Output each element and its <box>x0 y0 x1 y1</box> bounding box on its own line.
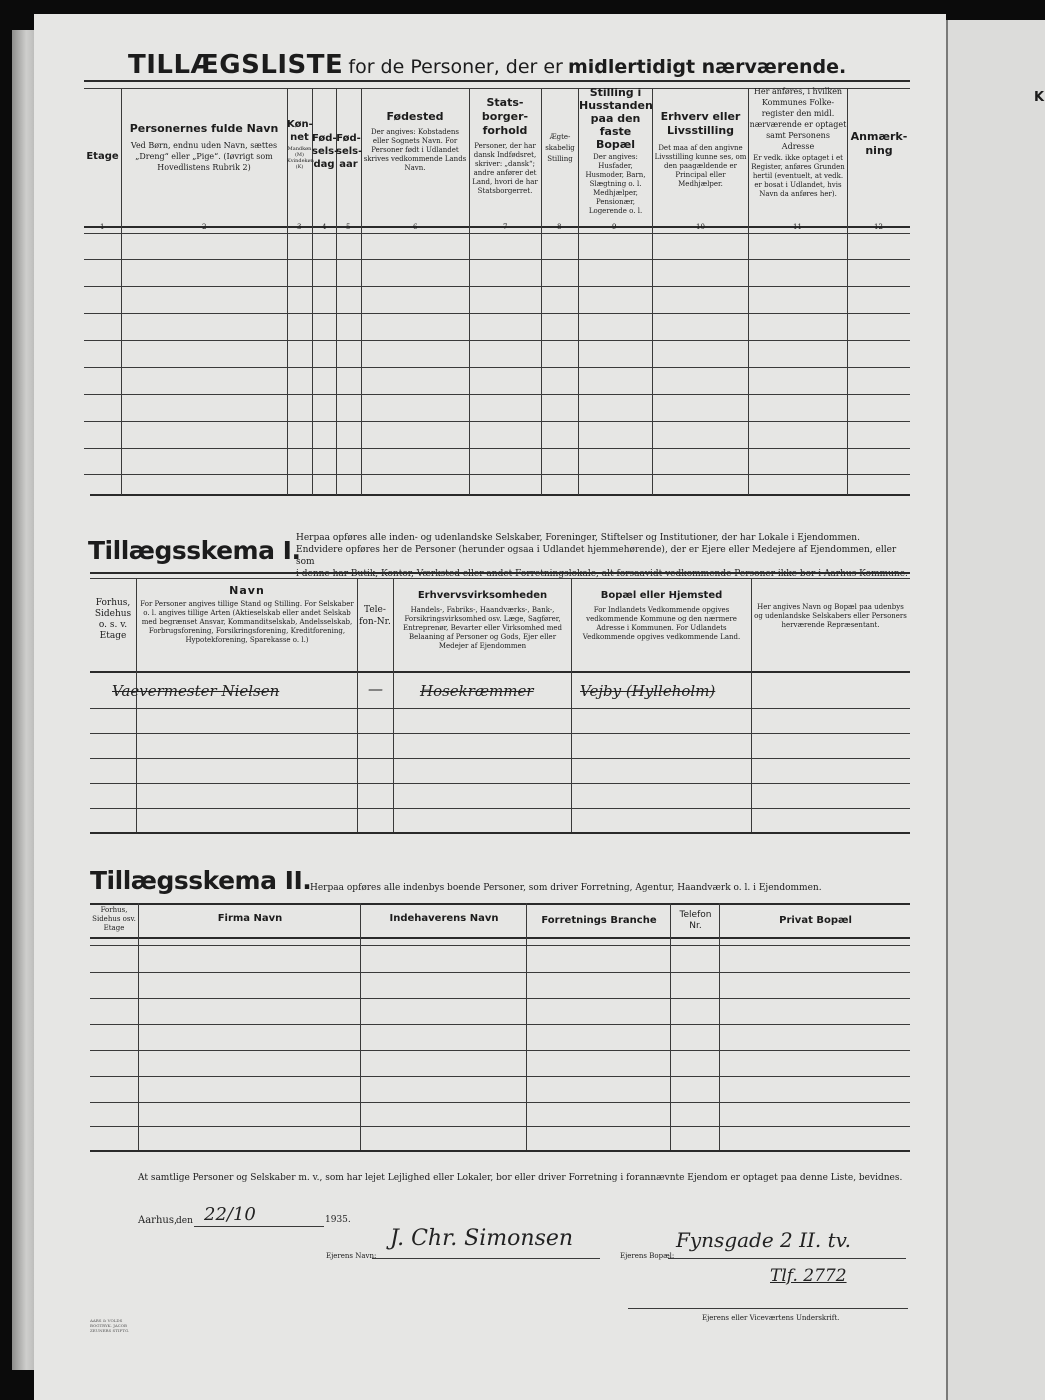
col-fodselsdag-header: Fød-sels-dag <box>312 133 339 170</box>
s2-firma-header: Firma Navn <box>217 913 283 924</box>
s1-erhverv-header: Erhvervsvirksomheden Handels-, Fabriks-, Haandværks-, Bank-, Forsikringsvirksomhed osv. Læge, Sagfører, Entreprenør, Bevarter eller Virksomhed med Belaaning af Personer og Gods, Ejer eller Medejer af Ejendommen <box>402 590 563 650</box>
s1-telefon-header: Tele-fon-Nr. <box>359 605 391 627</box>
s1-navn-header: Navn For Personer angives tillige Stand og Stilling. For Selskaber o. l. angives tillige Arten (Aktieselskab eller andet Selskab med begrænset Ansvar, Kommanditselskab, Andelsselskab, Forbrugsforening, Forsikringsforening, Kreditforening, Hypotekforening, Sparekasse o. l.) <box>140 584 354 644</box>
page-title <box>128 50 846 80</box>
s2-branche-header: Forretnings Branche <box>541 915 657 926</box>
s2-privat-bopael-header: Privat Bopæl <box>779 915 852 926</box>
col-navn-header: Personernes fulde Navn Ved Børn, endnu uden Navn, sættes „Dreng“ eller „Pige“. (Iøvrigt som Hovedlistens Rubrik 2) <box>129 122 279 172</box>
col-number: 2 <box>202 223 207 231</box>
col-anmaerkning-header: Anmærk-ning <box>850 130 908 157</box>
col-number: 12 <box>874 223 883 231</box>
col-number: 1 <box>100 223 105 231</box>
col-number: 6 <box>413 223 418 231</box>
title-bold: midlertidigt nærværende. <box>567 56 847 78</box>
col-fodested-header: Fødested Der angives: Kobstadens eller Sognets Navn. For Personer født i Udlandet skrives vedkommende Lands Navn. <box>363 110 467 172</box>
s1-row-telefon: — <box>368 680 383 698</box>
col-number: 7 <box>503 223 508 231</box>
col-number: 11 <box>793 223 802 231</box>
title-rest: for de Personer, der er <box>348 56 563 78</box>
skema-2-intro: Herpaa opføres alle indenbys boende Personer, som driver Forretning, Agentur, Haandværk o. l. i Ejendommen. <box>310 883 822 893</box>
s2-telefon-header: Telefon Nr. <box>679 910 712 931</box>
form-sheet <box>34 14 946 1400</box>
col-folkeregister-header: Her anføres, i hvilken Kommunes Folke-register den midl. nærværende er optaget samt Personens Adresse Er vedk. ikke optaget i et Register, anføres Grunden hertil (eventuelt, at vedk. er bosat i Udlandet, hvis Navn da anføres her). <box>749 87 847 198</box>
date-handwritten: 22/10 <box>204 1204 256 1225</box>
col-number: 10 <box>696 223 705 231</box>
s1-row-bopael: Vejby (Hylleholm) <box>580 682 716 700</box>
owner-name-handwritten: J. Chr. Simonsen <box>390 1226 574 1251</box>
attest-text: At samtlige Personer og Selskaber m. v., som har lejet Lejlighed eller Lokaler, bor eller driver Forretning i forannævnte Ejendom er optaget paa denne Liste, bevidnes. <box>138 1173 903 1183</box>
s1-repraesentant-header: Her angives Navn og Bopæl paa udenbys og udenlandske Selskabers eller Personers herværende Repræsentant. <box>754 603 907 629</box>
den-label: den <box>176 1216 193 1226</box>
year-label: 1935. <box>325 1215 351 1225</box>
s1-etage-header: Forhus, Sidehus o. s. v. Etage <box>94 598 132 641</box>
col-number: 8 <box>557 223 562 231</box>
facing-page <box>946 20 1045 1400</box>
col-kon-header: Køn-net Mandkøn (M) Kvindekøn (K) <box>287 119 314 170</box>
city-label: Aarhus, <box>138 1215 178 1226</box>
s1-bopael-header: Bopæl eller Hjemsted For Indlandets Vedkommende opgives vedkommende Kommune og den nærmere Adresse i Kommunen. For Udlandets Vedkommende opgives vedkommende Land. <box>582 590 741 641</box>
owner-address-handwritten: Fynsgade 2 II. tv. <box>676 1228 851 1252</box>
printer-mark: AARS & VOLDS BOGTRYK. JACOB ZEUNERS STIFTG. <box>90 1318 130 1333</box>
col-aegteskab-header: Ægte-skabelig Stilling <box>545 133 575 163</box>
col-fodselsaar-header: Fød-sels-aar <box>336 133 363 170</box>
signature-label: Ejerens eller Viceværtens Underskrift. <box>702 1314 840 1322</box>
skema-2-title: Tillægsskema II. <box>90 866 312 895</box>
s2-etage-header: Forhus, Sidehus osv. Etage <box>92 906 136 932</box>
book-edge <box>12 30 36 1370</box>
skema-1-intro: Herpaa opføres alle inden- og udenlandske Selskaber, Foreninger, Stiftelser og Institutioner, der har Lokale i Ejendommen. Endvidere opføres her de Personer (herunder ogsaa i Udlandet hjemmehørende), der er Ejere eller Medejere af Ejendommen, eller som i denne har Butik, Kontor, Værksted eller andet Forretningslokale, alt forsaavidt vedkommende Personer ikke bor i Aarhus Kommune. <box>296 533 908 579</box>
col-number: 9 <box>612 223 617 231</box>
s2-indehaver-header: Indehaverens Navn <box>389 913 499 924</box>
s1-row-navn: Vaevermester Nielsen <box>112 682 280 700</box>
col-number: 4 <box>322 223 327 231</box>
skema-1-title: Tillægsskema I. <box>88 536 301 565</box>
col-stilling-header: Stilling i Husstanden paa den faste Bopæl Der angives: Husfader, Husmoder, Barn, Slægtning o. l. Medhjælper, Pensionær, Logerende o. l. <box>579 86 653 215</box>
s1-row-erhverv: Hosekræmmer <box>420 682 534 700</box>
telephone-handwritten: Tlf. 2772 <box>770 1266 847 1286</box>
owner-address-label: Ejerens Bopæl: <box>620 1252 675 1260</box>
col-number: 3 <box>297 223 302 231</box>
title-main: TILLÆGSLISTE <box>128 50 344 80</box>
col-number: 5 <box>346 223 351 231</box>
col-statsborger-header: Stats-borger-forhold Personer, der har dansk Indfødsret, skriver: „dansk“; andre anfører det Land, hvori de har Statsborgerret. <box>472 96 538 195</box>
owner-name-label: Ejerens Navn: <box>326 1252 377 1260</box>
col-erhverv-header: Erhverv eller Livsstilling Det maa af den angivne Livsstilling kunne ses, om den paagældende er Principal eller Medhjælper. <box>654 110 747 188</box>
col-etage-header: Etage <box>86 151 119 162</box>
facing-page-tag: K <box>1034 90 1045 105</box>
